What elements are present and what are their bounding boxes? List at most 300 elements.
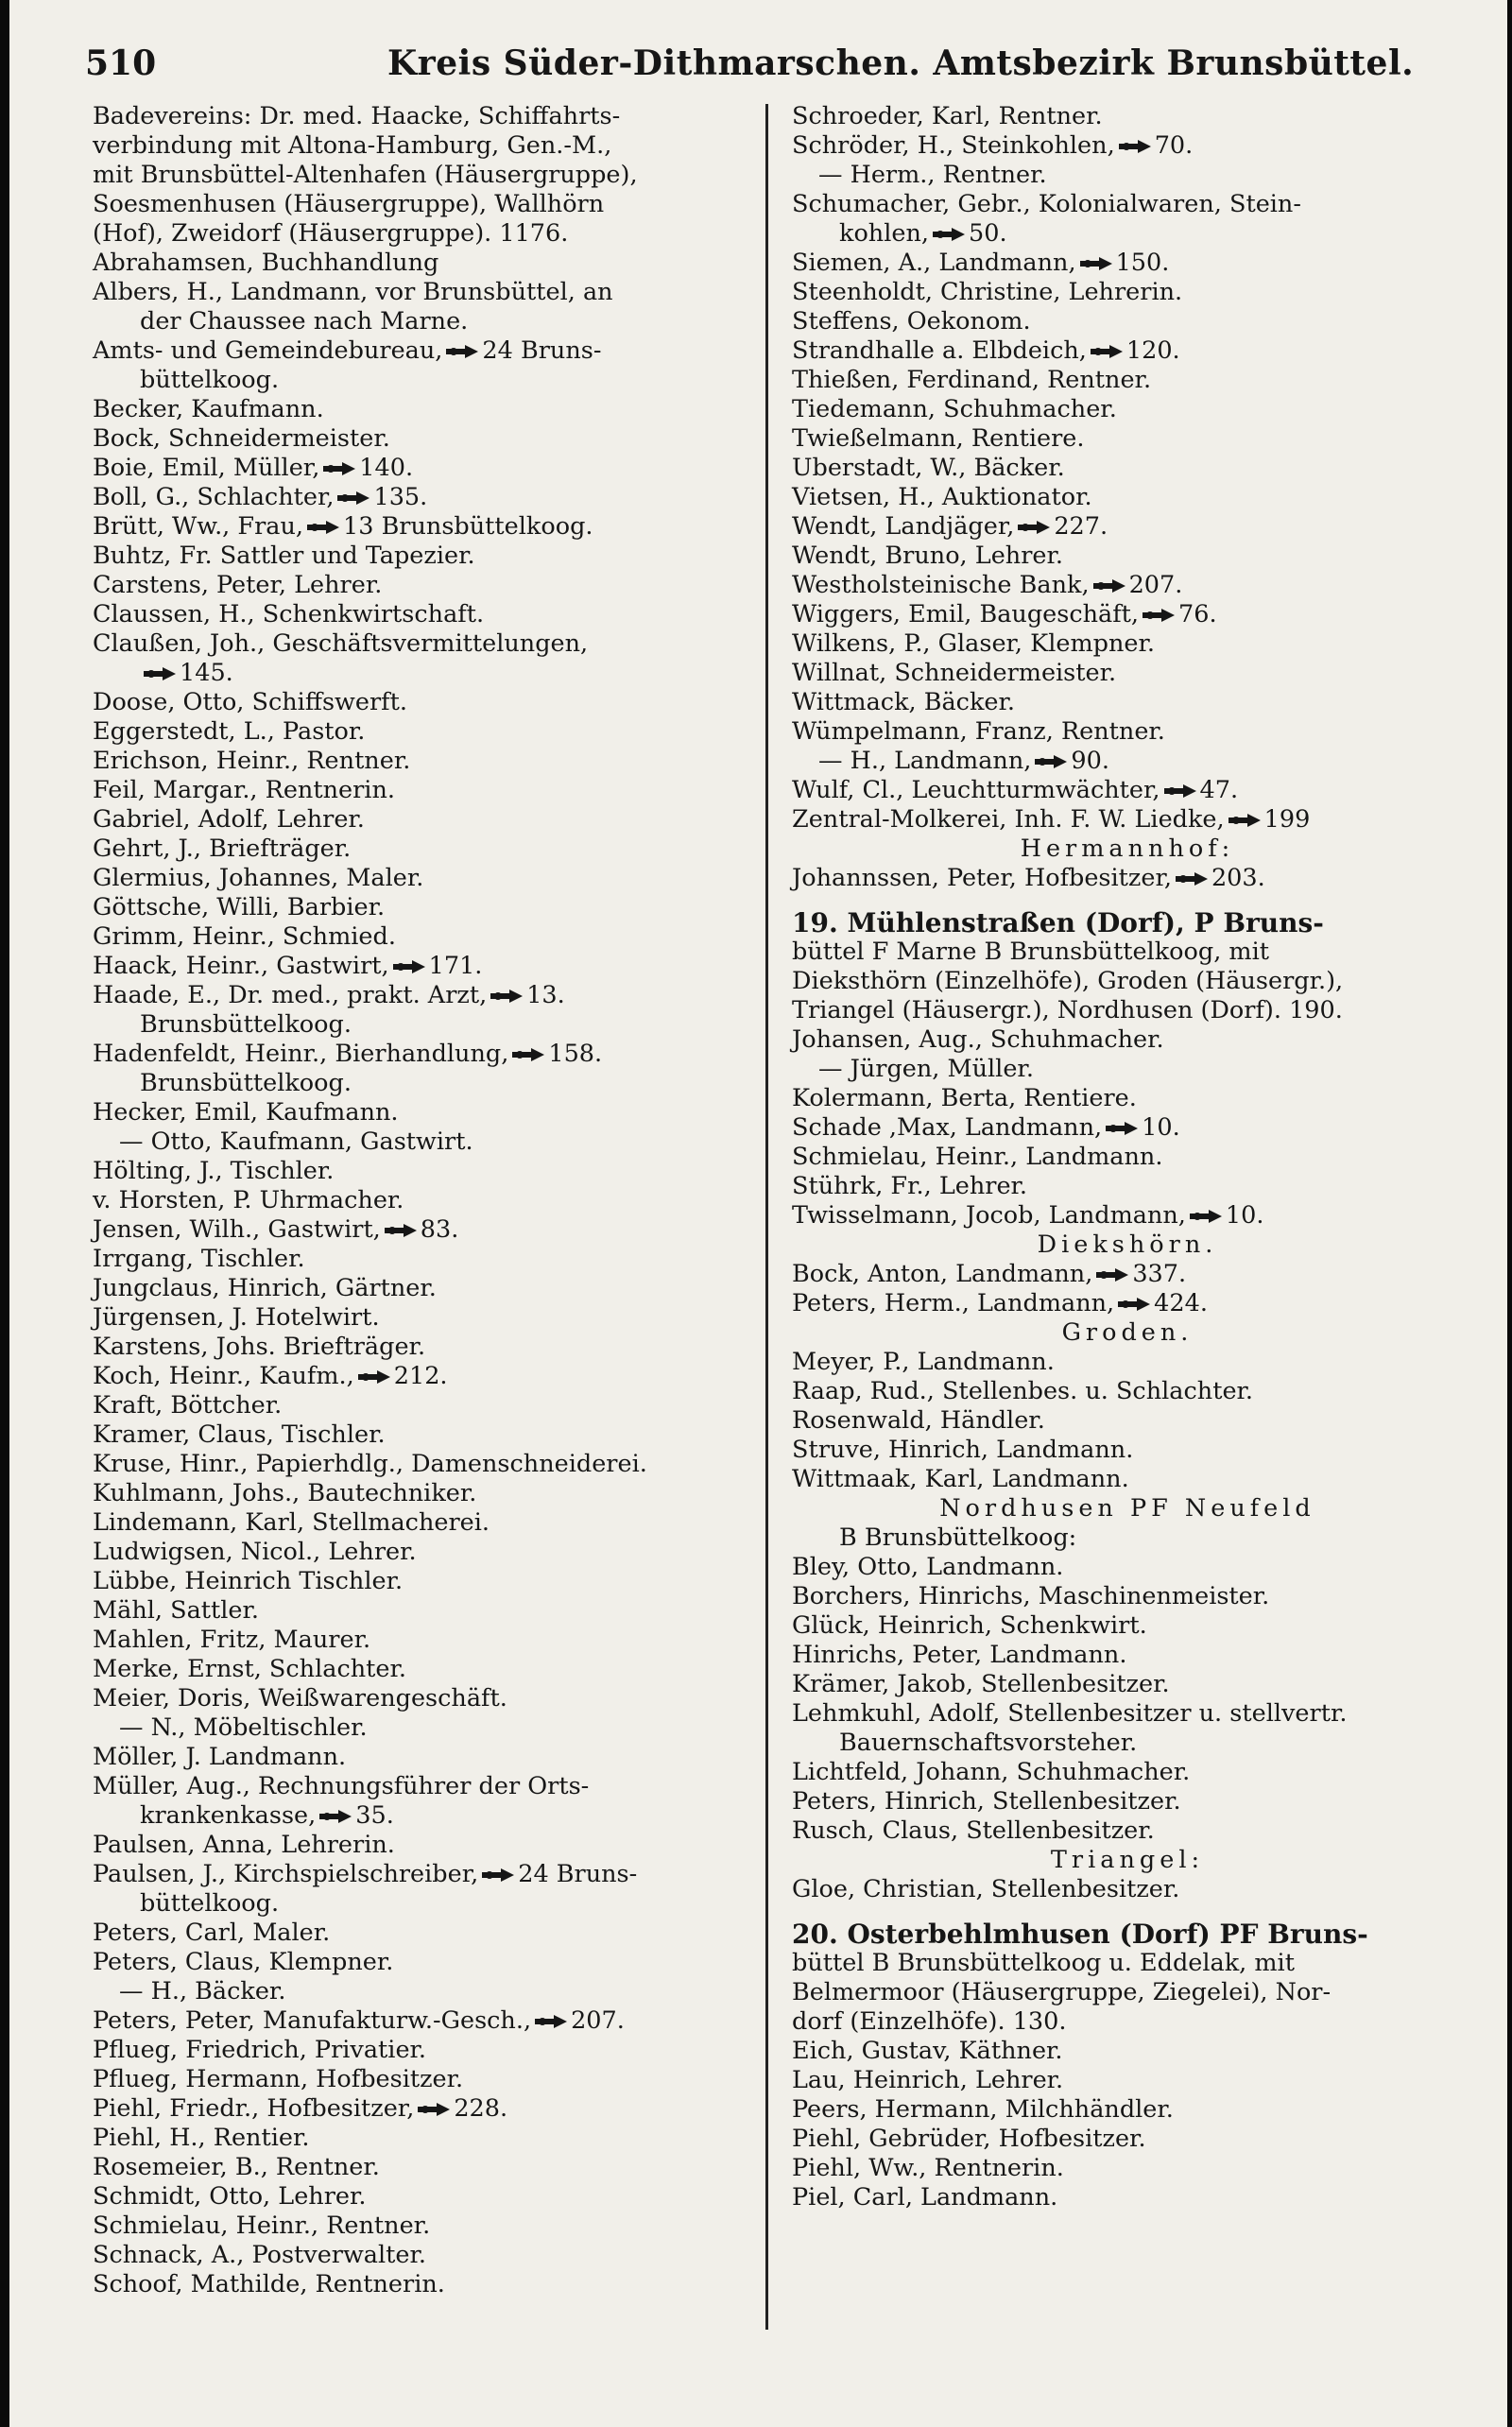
entry-text: Möller, J. Landmann. xyxy=(93,1743,347,1771)
entry-text: Bley, Otto, Landmann. xyxy=(792,1553,1064,1581)
directory-entry xyxy=(792,278,1463,307)
document-page xyxy=(9,0,1507,2427)
entry-text: Schröder, H., Steinkohlen, xyxy=(792,131,1115,160)
phone-hand-icon xyxy=(1035,754,1067,769)
directory-entry xyxy=(792,2095,1463,2125)
directory-entry xyxy=(93,1274,754,1303)
entry-text: B Brunsbüttelkoog: xyxy=(839,1523,1077,1552)
entry-text: Piehl, Gebrüder, Hofbesitzer. xyxy=(792,2125,1146,2153)
directory-entry xyxy=(792,2125,1463,2154)
directory-entry xyxy=(93,2006,754,2036)
directory-entry xyxy=(792,1978,1463,2007)
phone-number: 145. xyxy=(180,659,233,687)
phone-number: 35. xyxy=(355,1801,394,1830)
entry-text: Kramer, Claus, Tischler. xyxy=(93,1420,386,1449)
directory-entry xyxy=(792,1025,1463,1055)
phone-number: 140. xyxy=(359,454,414,482)
entry-text: Göttsche, Willi, Barbier. xyxy=(93,893,386,921)
left-column xyxy=(93,102,754,2299)
directory-entry xyxy=(792,996,1463,1025)
directory-entry xyxy=(93,1831,754,1860)
entry-text: Westholsteinische Bank, xyxy=(792,571,1090,599)
entry-text: Piehl, Ww., Rentnerin. xyxy=(792,2154,1064,2182)
directory-entry xyxy=(792,938,1463,967)
entry-text: Claussen, H., Schenkwirtschaft. xyxy=(93,600,485,628)
directory-entry xyxy=(792,1816,1463,1846)
entry-text: Steenholdt, Christine, Lehrerin. xyxy=(792,278,1183,306)
directory-entry xyxy=(93,1743,754,1772)
entry-text: Schade ,Max, Landmann, xyxy=(792,1113,1103,1142)
entry-text: Soesmenhusen (Häusergruppe), Wallhörn xyxy=(93,190,605,218)
directory-entry xyxy=(792,131,1463,161)
directory-entry xyxy=(93,1596,754,1626)
phone-number: 76. xyxy=(1178,600,1217,628)
entry-text: Twisselmann, Jocob, Landmann, xyxy=(792,1201,1186,1230)
entry-text: Hölting, J., Tischler. xyxy=(93,1157,335,1185)
directory-entry xyxy=(93,278,754,307)
entry-text: 19. Mühlenstraßen (Dorf), P Bruns- xyxy=(792,907,1324,938)
entry-text: dorf (Einzelhöfe). 130. xyxy=(792,2007,1067,2036)
entry-text: Erichson, Heinr., Rentner. xyxy=(93,747,411,775)
directory-entry xyxy=(792,1949,1463,1978)
entry-text: Wendt, Landjäger, xyxy=(792,512,1015,541)
directory-entry xyxy=(792,542,1463,571)
phone-hand-icon xyxy=(512,1047,544,1062)
directory-entry xyxy=(93,1069,754,1098)
entry-text: Dieksthörn (Einzelhöfe), Groden (Häusergr.), xyxy=(792,967,1344,995)
directory-entry xyxy=(93,2182,754,2212)
directory-entry xyxy=(93,1420,754,1450)
entry-text: — Jürgen, Müller. xyxy=(818,1055,1034,1083)
entry-text: Steffens, Oekonom. xyxy=(792,307,1031,336)
directory-entry xyxy=(93,307,754,336)
directory-entry xyxy=(93,1040,754,1069)
directory-entry xyxy=(792,395,1463,424)
phone-hand-icon xyxy=(358,1369,390,1385)
entry-text: Peters, Hinrich, Stellenbesitzer. xyxy=(792,1787,1181,1816)
entry-text: verbindung mit Altona-Hamburg, Gen.-M., xyxy=(93,131,612,160)
directory-entry xyxy=(792,1406,1463,1436)
phone-number: 10. xyxy=(1225,1201,1264,1230)
directory-entry xyxy=(792,1260,1463,1289)
page-header xyxy=(85,43,1432,89)
entry-text: Wittmack, Bäcker. xyxy=(792,688,1015,716)
entry-text: Peters, Herm., Landmann, xyxy=(792,1289,1115,1317)
entry-text: Karstens, Johs. Briefträger. xyxy=(93,1333,426,1361)
entry-text: Peters, Claus, Klempner. xyxy=(93,1948,394,1976)
entry-text: Rosemeier, B., Rentner. xyxy=(93,2153,380,2181)
entry-text: Thießen, Ferdinand, Rentner. xyxy=(792,366,1152,394)
entry-text: Boll, G., Schlachter, xyxy=(93,483,335,511)
directory-entry xyxy=(93,219,754,249)
directory-entry xyxy=(792,600,1463,629)
directory-entry xyxy=(93,190,754,219)
directory-entry xyxy=(93,571,754,600)
phone-hand-icon xyxy=(385,1223,417,1238)
page-title: Kreis Süder-Dithmarschen. Amtsbezirk Brunsbüttel. xyxy=(387,43,1415,83)
phone-number: 227. xyxy=(1054,512,1108,541)
entry-text: Piel, Carl, Landmann. xyxy=(792,2183,1058,2212)
directory-entry xyxy=(792,190,1463,219)
directory-entry xyxy=(792,512,1463,542)
directory-entry xyxy=(93,2124,754,2153)
entry-text: Meier, Doris, Weißwarengeschäft. xyxy=(93,1684,507,1713)
directory-entry xyxy=(792,454,1463,483)
directory-entry xyxy=(93,893,754,922)
section-heading xyxy=(792,835,1463,864)
directory-entry xyxy=(792,717,1463,747)
directory-entry xyxy=(792,1113,1463,1143)
phone-hand-icon xyxy=(1096,1267,1128,1282)
entry-text: Johannssen, Peter, Hofbesitzer, xyxy=(792,864,1172,892)
directory-entry xyxy=(93,952,754,981)
phone-hand-icon xyxy=(933,227,965,242)
directory-entry xyxy=(792,805,1463,835)
phone-hand-icon xyxy=(535,2014,567,2029)
directory-entry xyxy=(792,1582,1463,1611)
entry-text: Vietsen, H., Auktionator. xyxy=(792,483,1092,511)
directory-entry xyxy=(93,717,754,747)
entry-text: Hecker, Emil, Kaufmann. xyxy=(93,1098,399,1127)
entry-text: Schumacher, Gebr., Kolonialwaren, Stein- xyxy=(792,190,1301,218)
entry-text: Glück, Heinrich, Schenkwirt. xyxy=(792,1611,1147,1640)
entry-text: Piehl, H., Rentier. xyxy=(93,2124,310,2152)
entry-text: Groden. xyxy=(1061,1318,1194,1347)
entry-text: kohlen, xyxy=(839,219,930,248)
entry-text: Pflueg, Hermann, Hofbesitzer. xyxy=(93,2065,464,2093)
entry-text: Claußen, Joh., Geschäftsvermittelungen, xyxy=(93,629,589,658)
directory-entry xyxy=(792,249,1463,278)
directory-entry xyxy=(93,512,754,542)
entry-text: krankenkasse, xyxy=(140,1801,317,1830)
entry-text: Schmielau, Heinr., Rentner. xyxy=(93,2212,431,2240)
directory-entry xyxy=(93,1362,754,1391)
phone-number: 199 xyxy=(1263,805,1311,834)
phone-hand-icon xyxy=(319,1809,352,1824)
entry-text: Merke, Ernst, Schlachter. xyxy=(93,1655,406,1683)
phone-number: 13 Brunsbüttelkoog. xyxy=(343,512,593,541)
directory-entry xyxy=(93,2153,754,2182)
entry-text: Schroeder, Karl, Rentner. xyxy=(792,102,1103,130)
directory-entry xyxy=(93,1186,754,1215)
entry-text: Kuhlmann, Johs., Bautechniker. xyxy=(93,1479,477,1507)
directory-entry xyxy=(792,1289,1463,1318)
phone-hand-icon xyxy=(1164,783,1196,799)
section-heading xyxy=(792,1318,1463,1348)
phone-hand-icon xyxy=(1093,578,1125,594)
directory-entry xyxy=(93,366,754,395)
entry-text: büttel B Brunsbüttelkoog u. Eddelak, mit xyxy=(792,1949,1295,1977)
entry-text: büttelkoog. xyxy=(140,366,280,394)
phone-hand-icon xyxy=(1018,520,1050,535)
directory-entry xyxy=(93,1919,754,1948)
directory-entry xyxy=(792,1611,1463,1641)
directory-entry xyxy=(93,1801,754,1831)
phone-number: 24 Bruns- xyxy=(518,1860,638,1888)
entry-text: Müller, Aug., Rechnungsführer der Orts- xyxy=(93,1772,590,1800)
directory-entry xyxy=(93,1215,754,1245)
directory-entry xyxy=(93,922,754,952)
entry-text: Lau, Heinrich, Lehrer. xyxy=(792,2066,1064,2094)
entry-text: büttel F Marne B Brunsbüttelkoog, mit xyxy=(792,938,1269,966)
entry-text: Schmidt, Otto, Lehrer. xyxy=(93,2182,367,2211)
phone-number: 13. xyxy=(526,981,565,1009)
entry-text: Lichtfeld, Johann, Schuhmacher. xyxy=(792,1758,1191,1786)
directory-entry xyxy=(93,2094,754,2124)
phone-number: 120. xyxy=(1125,336,1180,365)
directory-entry xyxy=(792,307,1463,336)
entry-text: Siemen, A., Landmann, xyxy=(792,249,1076,277)
directory-entry xyxy=(792,1523,1463,1553)
entry-text: Peters, Carl, Maler. xyxy=(93,1919,331,1947)
directory-entry xyxy=(93,835,754,864)
entry-text: Eich, Gustav, Käthner. xyxy=(792,2037,1063,2065)
entry-text: Wiggers, Emil, Baugeschäft, xyxy=(792,600,1140,628)
phone-number: 150. xyxy=(1115,249,1170,277)
directory-entry xyxy=(93,2212,754,2241)
phone-number: 228. xyxy=(454,2094,508,2123)
section-number-heading xyxy=(792,1919,1463,1949)
directory-entry xyxy=(792,659,1463,688)
phone-number: 83. xyxy=(420,1215,459,1244)
directory-entry xyxy=(792,776,1463,805)
directory-entry xyxy=(93,131,754,161)
directory-entry xyxy=(792,161,1463,190)
entry-text: Hermannhof: xyxy=(1020,835,1235,863)
entry-text: Paulsen, Anna, Lehrerin. xyxy=(93,1831,395,1859)
phone-number: 171. xyxy=(428,952,483,980)
entry-text: 20. Osterbehlmhusen (Dorf) PF Bruns- xyxy=(792,1919,1368,1950)
phone-hand-icon xyxy=(446,344,478,359)
entry-text: Lübbe, Heinrich Tischler. xyxy=(93,1567,404,1595)
entry-text: — H., Landmann, xyxy=(818,747,1032,775)
entry-text: Ludwigsen, Nicol., Lehrer. xyxy=(93,1538,417,1566)
phone-number: 207. xyxy=(571,2006,625,2035)
phone-hand-icon xyxy=(1080,256,1112,271)
directory-entry xyxy=(93,483,754,512)
entry-text: Lehmkuhl, Adolf, Stellenbesitzer u. stellvertr. xyxy=(792,1699,1348,1728)
entry-text: Triangel: xyxy=(1050,1846,1205,1874)
phone-hand-icon xyxy=(1106,1121,1138,1136)
directory-entry xyxy=(93,659,754,688)
phone-number: 10. xyxy=(1142,1113,1180,1142)
directory-entry xyxy=(93,1450,754,1479)
directory-entry xyxy=(93,629,754,659)
entry-text: Brunsbüttelkoog. xyxy=(140,1069,352,1097)
directory-entry xyxy=(93,1010,754,1040)
entry-text: Abrahamsen, Buchhandlung xyxy=(93,249,439,277)
entry-text: Badevereins: Dr. med. Haacke, Schiffahrts- xyxy=(93,102,621,130)
entry-text: Mahlen, Fritz, Maurer. xyxy=(93,1626,371,1654)
entry-text: Wulf, Cl., Leuchtturmwächter, xyxy=(792,776,1160,804)
section-heading xyxy=(792,1846,1463,1875)
directory-entry xyxy=(792,1699,1463,1729)
phone-hand-icon xyxy=(1190,1209,1222,1224)
directory-entry xyxy=(792,864,1463,893)
directory-entry xyxy=(93,1948,754,1977)
entry-text: Hadenfeldt, Heinr., Bierhandlung, xyxy=(93,1040,509,1068)
directory-entry xyxy=(792,366,1463,395)
entry-text: Bock, Schneidermeister. xyxy=(93,424,390,453)
section-number-heading xyxy=(792,908,1463,938)
directory-entry xyxy=(93,1391,754,1420)
directory-entry xyxy=(792,629,1463,659)
entry-text: Wilkens, P., Glaser, Klempner. xyxy=(792,629,1155,658)
directory-entry xyxy=(792,1436,1463,1465)
entry-text: Belmermoor (Häusergruppe, Ziegelei), Nor- xyxy=(792,1978,1332,2006)
directory-entry xyxy=(792,1553,1463,1582)
entry-text: Diekshörn. xyxy=(1037,1231,1218,1259)
directory-entry xyxy=(93,2270,754,2299)
directory-entry xyxy=(93,1655,754,1684)
phone-hand-icon xyxy=(490,989,523,1004)
entry-text: Albers, H., Landmann, vor Brunsbüttel, an xyxy=(93,278,613,306)
directory-entry xyxy=(93,249,754,278)
entry-text: — H., Bäcker. xyxy=(119,1977,286,2005)
entry-text: Tiedemann, Schuhmacher. xyxy=(792,395,1117,423)
entry-text: Jensen, Wilh., Gastwirt, xyxy=(93,1215,381,1244)
entry-text: Jungclaus, Hinrich, Gärtner. xyxy=(93,1274,437,1302)
phone-number: 212. xyxy=(393,1362,448,1390)
directory-entry xyxy=(792,1143,1463,1172)
entry-text: Lindemann, Karl, Stellmacherei. xyxy=(93,1508,490,1537)
entry-text: Wümpelmann, Franz, Rentner. xyxy=(792,717,1165,746)
directory-entry xyxy=(93,864,754,893)
directory-entry xyxy=(792,2037,1463,2066)
phone-number: 135. xyxy=(373,483,428,511)
entry-text: Buhtz, Fr. Sattler und Tapezier. xyxy=(93,542,475,570)
entry-text: Kolermann, Berta, Rentiere. xyxy=(792,1084,1137,1112)
directory-entry xyxy=(792,2066,1463,2095)
directory-entry xyxy=(93,1538,754,1567)
directory-entry xyxy=(93,1684,754,1713)
directory-entry xyxy=(792,2007,1463,2037)
phone-hand-icon xyxy=(337,491,369,506)
directory-entry xyxy=(792,1758,1463,1787)
phone-number: 24 Bruns- xyxy=(482,336,602,365)
phone-number: 424. xyxy=(1154,1289,1208,1317)
directory-entry xyxy=(792,2154,1463,2183)
entry-text: (Hof), Zweidorf (Häusergruppe). 1176. xyxy=(93,219,569,248)
column-divider xyxy=(765,104,768,2330)
directory-entry xyxy=(93,981,754,1010)
directory-entry xyxy=(93,1567,754,1596)
directory-entry xyxy=(792,1348,1463,1377)
phone-number: 90. xyxy=(1071,747,1109,775)
directory-entry xyxy=(93,1713,754,1743)
directory-entry xyxy=(792,1875,1463,1904)
phone-number: 337. xyxy=(1132,1260,1187,1288)
directory-entry xyxy=(792,1641,1463,1670)
entry-text: Triangel (Häusergr.), Nordhusen (Dorf). 190. xyxy=(792,996,1343,1024)
directory-entry xyxy=(93,336,754,366)
entry-text: Schmielau, Heinr., Landmann. xyxy=(792,1143,1163,1171)
section-heading xyxy=(792,1494,1463,1523)
entry-text: Eggerstedt, L., Pastor. xyxy=(93,717,366,746)
entry-text: Irrgang, Tischler. xyxy=(93,1245,305,1273)
entry-text: Pflueg, Friedrich, Privatier. xyxy=(93,2036,427,2064)
directory-entry xyxy=(792,1377,1463,1406)
directory-entry xyxy=(93,1508,754,1538)
phone-hand-icon xyxy=(1091,344,1123,359)
entry-text: Rosenwald, Händler. xyxy=(792,1406,1045,1435)
entry-text: Carstens, Peter, Lehrer. xyxy=(93,571,383,599)
entry-text: Meyer, P., Landmann. xyxy=(792,1348,1055,1376)
entry-text: Haade, E., Dr. med., prakt. Arzt, xyxy=(93,981,488,1009)
directory-entry xyxy=(792,2183,1463,2212)
phone-number: 158. xyxy=(548,1040,603,1068)
entry-text: Glermius, Johannes, Maler. xyxy=(93,864,424,892)
directory-entry xyxy=(792,1729,1463,1758)
directory-entry xyxy=(792,747,1463,776)
entry-text: Borchers, Hinrichs, Maschinenmeister. xyxy=(792,1582,1270,1610)
entry-text: Gabriel, Adolf, Lehrer. xyxy=(93,805,365,834)
phone-hand-icon xyxy=(418,2102,450,2117)
directory-entry xyxy=(792,967,1463,996)
directory-entry xyxy=(93,776,754,805)
entry-text: Raap, Rud., Stellenbes. u. Schlachter. xyxy=(792,1377,1254,1405)
entry-text: Jürgensen, J. Hotelwirt. xyxy=(93,1303,380,1332)
directory-entry xyxy=(93,747,754,776)
entry-text: mit Brunsbüttel-Altenhafen (Häusergruppe), xyxy=(93,161,638,189)
phone-hand-icon xyxy=(323,461,355,476)
directory-entry xyxy=(93,1889,754,1919)
directory-entry xyxy=(93,161,754,190)
phone-hand-icon xyxy=(1228,813,1261,828)
entry-text: — Herm., Rentner. xyxy=(818,161,1047,189)
directory-entry xyxy=(792,102,1463,131)
entry-text: Grimm, Heinr., Schmied. xyxy=(93,922,396,951)
directory-entry xyxy=(792,1787,1463,1816)
directory-entry xyxy=(792,1201,1463,1231)
entry-text: Koch, Heinr., Kaufm., xyxy=(93,1362,354,1390)
entry-text: Wittmaak, Karl, Landmann. xyxy=(792,1465,1129,1493)
directory-entry xyxy=(792,1055,1463,1084)
entry-text: Stührk, Fr., Lehrer. xyxy=(792,1172,1028,1200)
entry-text: Gloe, Christian, Stellenbesitzer. xyxy=(792,1875,1180,1903)
entry-text: Gehrt, J., Briefträger. xyxy=(93,835,352,863)
page-number: 510 xyxy=(85,43,157,83)
directory-entry xyxy=(792,893,1463,908)
phone-hand-icon xyxy=(482,1868,514,1883)
entry-text: — N., Möbeltischler. xyxy=(119,1713,368,1742)
phone-hand-icon xyxy=(393,959,425,974)
entry-text: Feil, Margar., Rentnerin. xyxy=(93,776,395,804)
directory-entry xyxy=(792,1172,1463,1201)
phone-number: 50. xyxy=(969,219,1007,248)
entry-text: der Chaussee nach Marne. xyxy=(140,307,469,336)
phone-hand-icon xyxy=(1176,871,1208,886)
directory-entry xyxy=(93,1333,754,1362)
directory-entry xyxy=(93,395,754,424)
entry-text: Peers, Hermann, Milchhändler. xyxy=(792,2095,1174,2124)
entry-text: Piehl, Friedr., Hofbesitzer, xyxy=(93,2094,415,2123)
directory-entry xyxy=(792,688,1463,717)
entry-text: Strandhalle a. Elbdeich, xyxy=(792,336,1087,365)
entry-text: Krämer, Jakob, Stellenbesitzer. xyxy=(792,1670,1170,1698)
entry-text: Brunsbüttelkoog. xyxy=(140,1010,352,1039)
entry-text: Nordhusen PF Neufeld xyxy=(939,1494,1315,1523)
entry-text: v. Horsten, P. Uhrmacher. xyxy=(93,1186,404,1214)
directory-entry xyxy=(93,1977,754,2006)
entry-text: Kraft, Böttcher. xyxy=(93,1391,283,1420)
entry-text: büttelkoog. xyxy=(140,1889,280,1918)
directory-entry xyxy=(792,1904,1463,1919)
entry-text: Hinrichs, Peter, Landmann. xyxy=(792,1641,1127,1669)
directory-entry xyxy=(93,1772,754,1801)
phone-number: 70. xyxy=(1154,131,1194,160)
directory-entry xyxy=(93,1245,754,1274)
